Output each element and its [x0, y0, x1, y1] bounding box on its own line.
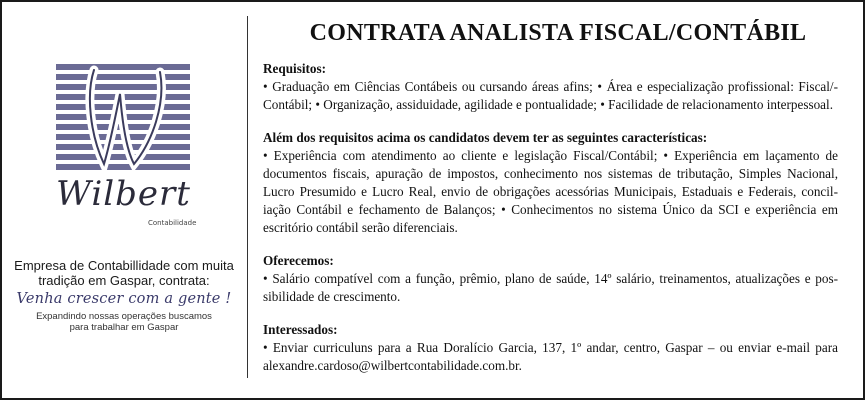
- company-panel: [4, 4, 244, 398]
- section-text: • Experiência com atendimento ao cliente e legislação Fiscal/Contábil; • Experiência em laçamento de documentos fiscais, apuração de impostos, conhecimento nos sistemas de tributação, Simples Nacional, Lucro Presumido e Lucro Real, envio de obrigações acessórias Municipais, Estaduais e Federais, concil-iação Contábil e fechamento de Balanços; • Conhecimentos no sistema Único da SCI e experiência em escritório contábil serão diferenciais.: [263, 148, 838, 235]
- section-heading: Requisitos:: [263, 61, 327, 76]
- page-title: CONTRATA ANALISTA FISCAL/CONTÁBIL: [309, 20, 807, 46]
- section-text: • Graduação em Ciências Contábeis ou cursando áreas afins; • Área e especialização profissional: Fiscal/-Contábil; • Organização, assiduidade, agilidade e pontualidade; • Facilidade de relacionamento interpessoal.: [263, 79, 838, 112]
- company-slogan: Venha crescer com a gente !: [16, 291, 232, 307]
- company-note-line-1: Expandindo nossas operações buscamos: [36, 311, 212, 322]
- section-text: • Salário compatível com a função, prêmio, plano de saúde, 14º salário, treinamentos, atualizações e pos-sibilidade de crescimento.: [263, 271, 838, 304]
- section-text: • Enviar curriculuns para a Rua Doralício Garcia, 137, 1º andar, centro, Gaspar – ou enviar e-mail para alexandre.cardoso@wilbertcontabilidade.com.br.: [263, 340, 838, 373]
- company-line-2: tradição em Gaspar, contrata:: [38, 273, 210, 288]
- job-details: [263, 60, 838, 375]
- section-heading: Oferecemos:: [263, 253, 334, 268]
- company-line-1: Empresa de Contabillidade com muita: [14, 258, 234, 273]
- company-logo: [56, 64, 197, 227]
- section-interessados: [263, 321, 838, 375]
- section-caracteristicas: [263, 129, 838, 237]
- brand-subtitle: Contabilidade: [148, 219, 197, 227]
- section-heading: Além dos requisitos acima os candidatos devem ter as seguintes características:: [263, 130, 708, 145]
- company-note: [4, 311, 244, 333]
- vertical-divider: [247, 16, 248, 378]
- brand-name: Wilbert: [56, 174, 191, 214]
- company-description: [4, 258, 244, 288]
- striped-w-logo-icon: [56, 64, 190, 176]
- section-oferecemos: [263, 252, 838, 306]
- section-heading: Interessados:: [263, 322, 338, 337]
- section-requisitos: [263, 60, 838, 114]
- company-note-line-2: para trabalhar em Gaspar: [69, 322, 179, 333]
